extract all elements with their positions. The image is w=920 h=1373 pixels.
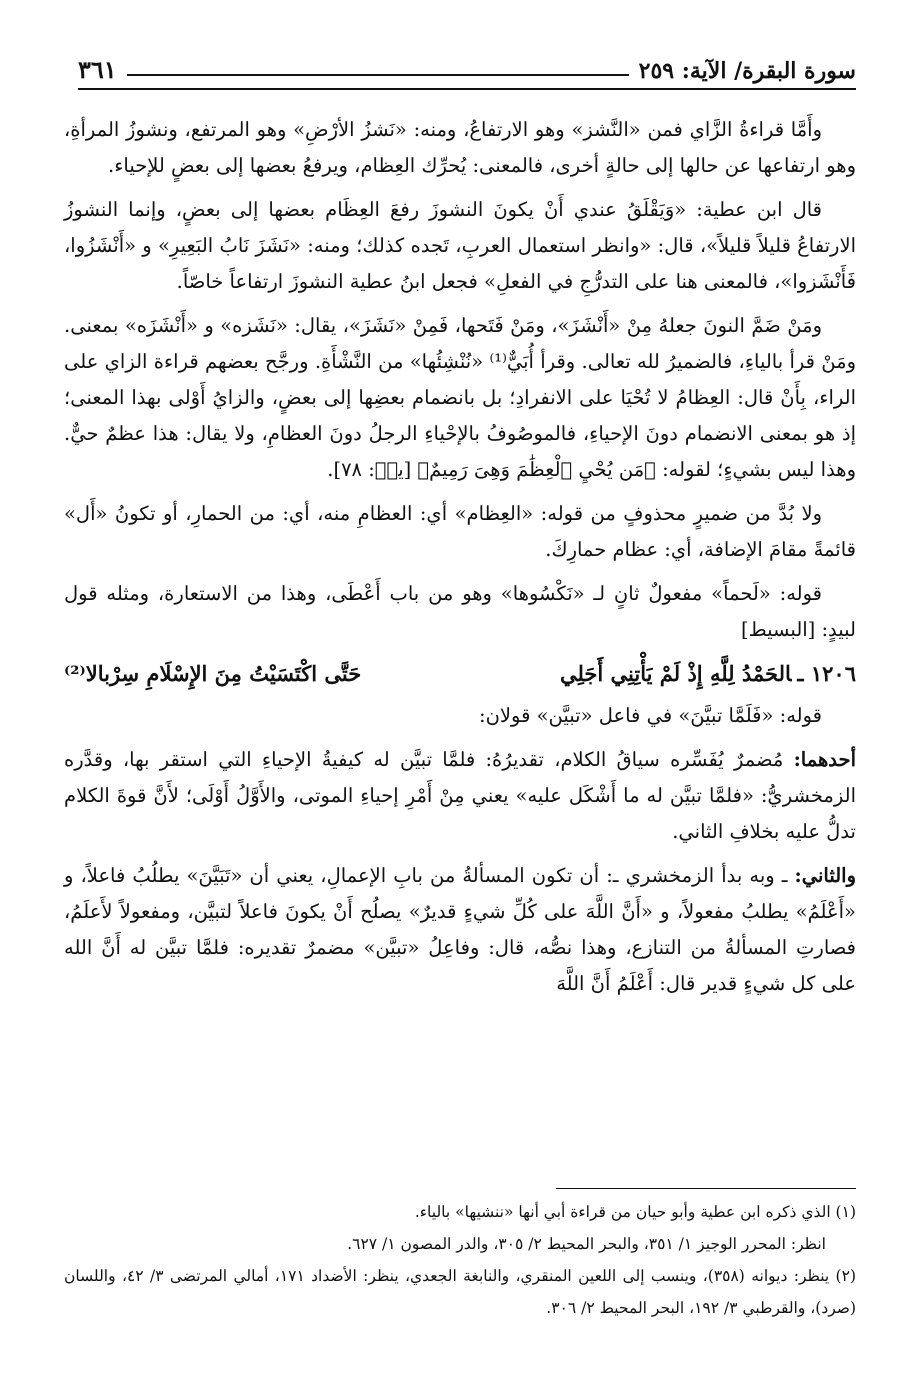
paragraph: قال ابن عطية: «وَيَقْلَقُ عندي أَنْ يكونَ النشوزَ رفعَ العِظَام بعضها إلى بعضٍ، وإنما النشوزُ الارتفاعُ قليلاً قليلاً»، قال: «وانظر استعمال العربِ، تَجده كذلك؛ ومنه: «نَشَزَ نَابُ البَعِيرِ» و «أَنْشَزُوا، فَأَنْشَزوا»، فالمعنى هنا على التدرُّجِ في الفعلِ» فجعل ابنُ عطية النشوزَ ارتفاعاً خاصّاً. (64, 198, 856, 293)
footnote: (٢) ينظر: ديوانه (٣٥٨)، وينسب إلى اللعين المنقري، والنابغة الجعدي، ينظر: الأضداد ١٧١، أمالي المرتضى ٣/ ٤٢، واللسان (صرد)، والقرطبي ٣/ ١٩٢، البحر المحيط ٢/ ٣٠٦. (64, 1267, 856, 1317)
verse-second-half: حَتَّى اكْتَسَيْتُ مِنَ الإِسْلَامِ سِرْبالا⁽²⁾ (64, 661, 362, 686)
paragraph-second-opinion: والثاني: ـ وبه بدأ الزمخشري ـ: أن تكون المسألةُ من بابِ الإعمالِ، يعني أن «تَبَيَّنَ» يطلُبُ فاعلاً، و «أَعْلَمُ» يطلبُ مفعولاً، و «أَنَّ اللَّهَ على كُلِّ شيءٍ قديرٌ» يصلُح أَنْ يكونَ فاعلاً لتبيَّن، ومفعولاً لأَعلَمُ، فصارتِ المسألةُ من التنازع، وهذا نصُّه، قال: وفاعِلُ «تبيَّن» مضمرٌ تقديره: فلمَّا تبيَّن له أَنَّ الله على كل شيءٍ قدير قال: أَعْلَمُ أَنَّ اللَّهَ (64, 864, 857, 995)
footnote: (١) الذي ذكره ابن عطية وأبو حيان من قراءة أبي أنها «ننشيها» بالياء. (414, 1203, 856, 1221)
poetry-verse (64, 656, 856, 692)
verse-number: ١٢٠٦ ـ (797, 661, 856, 686)
paragraph: قوله: «فَلَمَّا تبيَّنَ» في فاعل «تبيَّن» قولان: (479, 704, 822, 727)
opinion-label: والثاني: (794, 864, 857, 887)
paragraph: قوله: «لَحماً» مفعولٌ ثانٍ لـ «نَكْسُوها» وهو من باب أَعْطَى، وهذا من الاستعارة، ومثله قول لبيدٍ: [البسيط] (64, 582, 856, 641)
main-text (64, 112, 856, 1010)
footnote-continuation: انظر: المحرر الوجيز ١/ ٣٥١، والبحر المحيط ٢/ ٣٠٥، والدر المصون ١/ ٦٢٧. (347, 1235, 826, 1253)
footnote-separator (556, 1188, 856, 1189)
paragraph: وأَمَّا قراءةُ الزَّاي فمن «النَّشز» وهو الارتفاعُ، ومنه: «نَشزُ الأرْضِ» وهو المرتفع، ونشوزُ المرأةِ، وهو ارتفاعها عن حالها إلى حالةٍ أخرى، فالمعنى: يُحرِّك العِظام، ويرفعُ بعضها إلى بعضٍ للإحياء. (64, 118, 856, 177)
paragraph: ولا بُدَّ من ضميرٍ محذوفٍ من قوله: «العِظام» أي: العظامِ منه، أي: من الحمارِ، أو تكونُ «أَل» قائمةً مقامَ الإضافة، أي: عظام حمارِكَ. (64, 502, 856, 561)
paragraph: ومَنْ ضَمَّ النونَ جعلهُ مِنْ «أَنْشَزَ»، ومَنْ فَتَحها، فَمِنْ «نَشَزَ»، يقال: «نَشَزه» و «أَنْشَزَه» بمعنى. ومَنْ قرأ بالياءِ، فالضميرُ لله تعالى. وقرأ أُبَيٌّ⁽¹⁾ «نُنْشِئُها» من النَّشْأَةِ. ورجَّح بعضهم قراءة الزاي على الراء، بِأَنْ قال: العِظامُ لا تُحْيَا على الانفرادِ؛ بل بانضمام بعضِها إلى بعضٍ، والزايُ أَوْلى بهذا المعنى؛ إذ هو بمعنى الانضمام دونَ الإحياءِ، فالموصُوفُ بالإحْياءِ الرجلُ دونَ العظامِ، ولا يقال: هذا عظمٌ حيٌّ. وهذا ليس بشيءٍ؛ لقوله: ﴿مَن يُحْيِ ٱلْعِظَٰمَ وَهِىَ رَمِيمٌ﴾ [يسۤ: ٧٨]. (64, 314, 856, 481)
page-header (78, 48, 856, 90)
paragraph-first-opinion: أحدهما: مُضمرٌ يُفَسِّره سياقُ الكلام، تقديرُهُ: فلمَّا تبيَّن له كيفيةُ الإحياءِ التي استقر بها، وقدَّره الزمخشريُّ: «فلمَّا تبيَّن له ما أَشْكَل عليه» يعني مِنْ أَمْرِ إحياءِ الموتى، والأَوَّلُ أَوْلَى؛ لأَنَّ قوةَ الكلام تدلُّ عليه بخلافِ الثاني. (64, 748, 856, 843)
page-number: ٣٦١ (78, 55, 117, 84)
footnotes (64, 1196, 856, 1324)
header-rule (127, 74, 629, 76)
opinion-label: أحدهما: (793, 748, 856, 771)
running-title: سورة البقرة/ الآية: ٢٥٩ (638, 58, 856, 84)
verse-first-half: ١٢٠٦ ـالحَمْدُ لِلَّهِ إِذْ لَمْ يَأْتِنِي أَجَلِي (559, 661, 856, 686)
